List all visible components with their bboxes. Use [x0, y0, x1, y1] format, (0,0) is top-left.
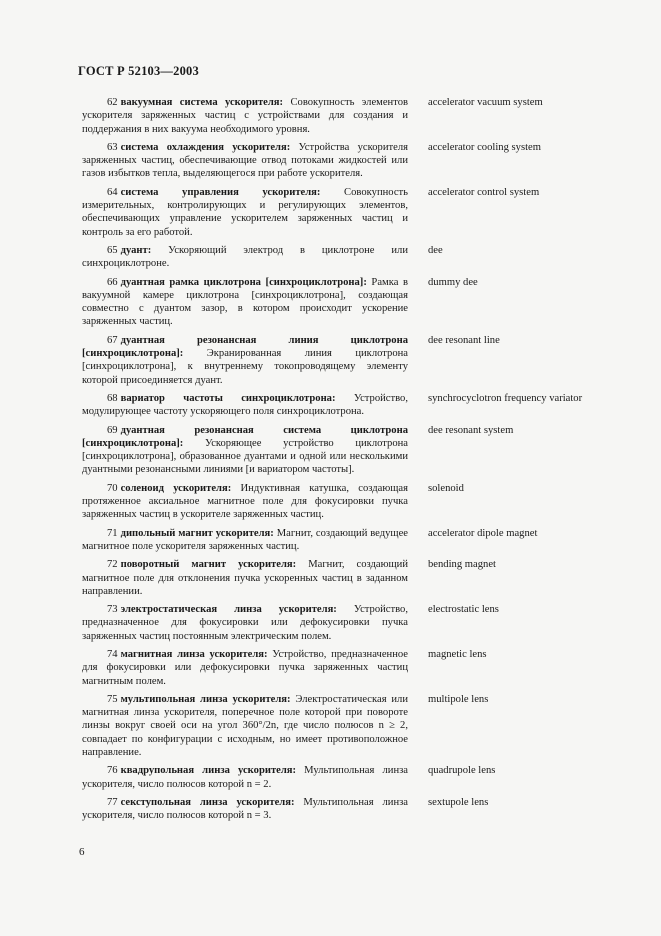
english-equivalent: accelerator vacuum system	[428, 97, 543, 108]
term-number: 69	[107, 424, 118, 436]
term-definition-block	[82, 764, 408, 791]
term-definition: Совокупность элементов ускорителя заряженных частиц с устройствами для создания и поддержания в них вакуума необходимого уровня.	[82, 97, 409, 135]
term-name: система управления ускорителя:	[120, 186, 321, 198]
term-number: 76	[107, 765, 118, 777]
term-name: мультипольная линза ускорителя:	[120, 693, 291, 705]
page-number: 6	[79, 846, 85, 858]
term-entry	[82, 392, 612, 419]
term-definition: Магнит, создающий ведущее магнитное поле ускорителя заряженных частиц.	[82, 527, 408, 552]
english-equivalent: bending magnet	[428, 559, 496, 571]
page-header: ГОСТ Р 52103—2003	[78, 64, 199, 78]
english-equivalent: accelerator control system	[428, 186, 540, 198]
term-entry	[82, 603, 612, 643]
term-definition-block	[82, 141, 408, 181]
term-number: 77	[107, 796, 118, 808]
term-name: дуантная рамка циклотрона [синхроциклотрона]:	[120, 276, 367, 288]
term-entry	[82, 96, 612, 136]
term-name: вакуумная система ускорителя:	[120, 97, 284, 108]
term-number: 65	[107, 244, 118, 256]
term-entry	[82, 141, 612, 181]
term-name: система охлаждения ускорителя:	[120, 141, 291, 153]
term-entry	[82, 244, 612, 271]
term-definition-block	[82, 334, 408, 387]
term-name: вариатор частоты синхроциклотрона:	[120, 392, 336, 404]
term-entry	[82, 186, 612, 239]
term-definition-block	[82, 424, 408, 477]
term-definition-block	[82, 276, 408, 329]
english-equivalent: magnetic lens	[428, 648, 487, 660]
term-definition: Индуктивная катушка, создающая протяженное аксиальное магнитное поле для фокусировки пучка заряженных частиц в ускорителе заряженных частиц.	[82, 482, 408, 521]
term-number: 75	[107, 693, 118, 705]
term-entry	[82, 796, 612, 823]
english-equivalent: quadrupole lens	[428, 765, 496, 777]
term-number: 64	[107, 186, 118, 198]
term-definition: Экранированная линия циклотрона [синхроциклотрона], к внутреннему токопроводящему элементу которой присоединяется дуант.	[82, 348, 408, 386]
term-definition: Совокупность измерительных, контролирующих и регулирующих элементов, обеспечивающих управление ускорителем заряженных частиц и контроль за его работой.	[82, 186, 408, 238]
english-equivalent: dummy dee	[428, 276, 478, 288]
term-name: дуант:	[120, 244, 152, 256]
term-entry	[82, 334, 612, 387]
term-entry	[82, 693, 612, 759]
term-definition: Устройство, предназначенное для фокусировки или дефокусировки пучка заряженных частиц магнитным полем.	[82, 648, 408, 687]
term-number: 74	[107, 648, 118, 660]
term-definition: Мультипольная линза ускорителя, число полюсов которой n = 3.	[82, 796, 409, 822]
term-definition: Ускоряющий электрод в циклотроне или синхроциклотроне.	[82, 244, 408, 270]
term-name: соленоид ускорителя:	[120, 482, 232, 494]
term-name: дуантная резонансная линия циклотрона [синхроциклотрона]:	[82, 334, 408, 360]
term-number: 68	[107, 392, 118, 404]
term-number: 66	[107, 276, 118, 288]
term-name: магнитная линза ускорителя:	[120, 648, 268, 660]
term-definition-block	[82, 96, 408, 136]
term-definition-block	[82, 244, 408, 271]
english-equivalent: accelerator dipole magnet	[428, 527, 538, 539]
term-entry	[82, 764, 612, 791]
term-name: дипольный магнит ускорителя:	[120, 527, 274, 539]
english-equivalent: multipole lens	[428, 693, 489, 705]
term-entry	[82, 276, 612, 329]
english-equivalent: synchrocyclotron frequency variator	[428, 392, 583, 404]
term-number: 67	[107, 334, 118, 346]
english-equivalent: dee resonant line	[428, 334, 500, 346]
term-name: секступольная линза ускорителя:	[120, 796, 295, 808]
term-entry	[82, 482, 612, 522]
term-definition-block	[82, 693, 408, 759]
english-equivalent: sextupole lens	[428, 796, 489, 808]
term-definition-block	[82, 186, 408, 239]
term-name: дуантная резонансная система циклотрона [синхроциклотрона]:	[82, 424, 408, 449]
term-entry	[82, 424, 612, 477]
term-number: 62	[107, 97, 118, 108]
term-number: 73	[107, 604, 118, 616]
term-number: 71	[107, 527, 118, 539]
term-number: 70	[107, 482, 118, 494]
term-definition: Мультипольная линза ускорителя, число полюсов которой n = 2.	[82, 765, 409, 790]
term-entry	[82, 558, 612, 598]
term-definition: Электростатическая или магнитная линза ускорителя, поперечное поле которой при повороте линзы вокруг своей оси на угол 360°/2n, где число полюсов n ≥ 2, совпадает по конфигурации с исходным, но имеет противоположное направление.	[82, 693, 408, 759]
term-definition: Устройство, модулирующее частоту ускоряющего поля синхроциклотрона.	[82, 392, 408, 418]
english-equivalent: dee	[428, 244, 443, 256]
term-name: поворотный магнит ускорителя:	[120, 559, 297, 571]
term-name: электростатическая линза ускорителя:	[120, 604, 337, 616]
term-definition: Устройства ускорителя заряженных частиц, обеспечивающие отвод потоками жидкостей или газов избытков тепла, выделяющегося при работе ускорителя.	[82, 141, 408, 180]
english-equivalent: electrostatic lens	[428, 604, 499, 616]
term-definition: Рамка в вакуумной камере циклотрона [синхроциклотрона], создающая совместно с дуантом зазор, в котором происходит ускорение заряженных частиц.	[82, 276, 408, 328]
term-number: 72	[107, 559, 118, 571]
term-entry	[82, 527, 612, 554]
term-list	[82, 96, 612, 828]
term-definition: Ускоряющее устройство циклотрона [синхроциклотрона], образованное дуантами и одной или несколькими дуантными резонансными линиями [и вариатором частоты].	[82, 437, 408, 476]
english-equivalent: accelerator cooling system	[428, 141, 541, 153]
english-equivalent: dee resonant system	[428, 424, 514, 436]
term-definition: Устройство, предназначенное для фокусировки или дефокусировки пучка заряженных частиц постоянным электрическим полем.	[82, 604, 408, 642]
term-name: квадрупольная линза ускорителя:	[120, 765, 297, 777]
term-definition-block	[82, 392, 408, 419]
term-definition-block	[82, 482, 408, 522]
term-definition-block	[82, 796, 408, 823]
english-equivalent: solenoid	[428, 482, 464, 494]
term-definition-block	[82, 648, 408, 688]
term-definition: Магнит, создающий магнитное поле для отклонения пучка ускоренных частиц в заданном направлении.	[82, 559, 409, 597]
term-number: 63	[107, 141, 118, 153]
term-definition-block	[82, 527, 408, 554]
term-definition-block	[82, 603, 408, 643]
term-definition-block	[82, 558, 408, 598]
term-entry	[82, 648, 612, 688]
